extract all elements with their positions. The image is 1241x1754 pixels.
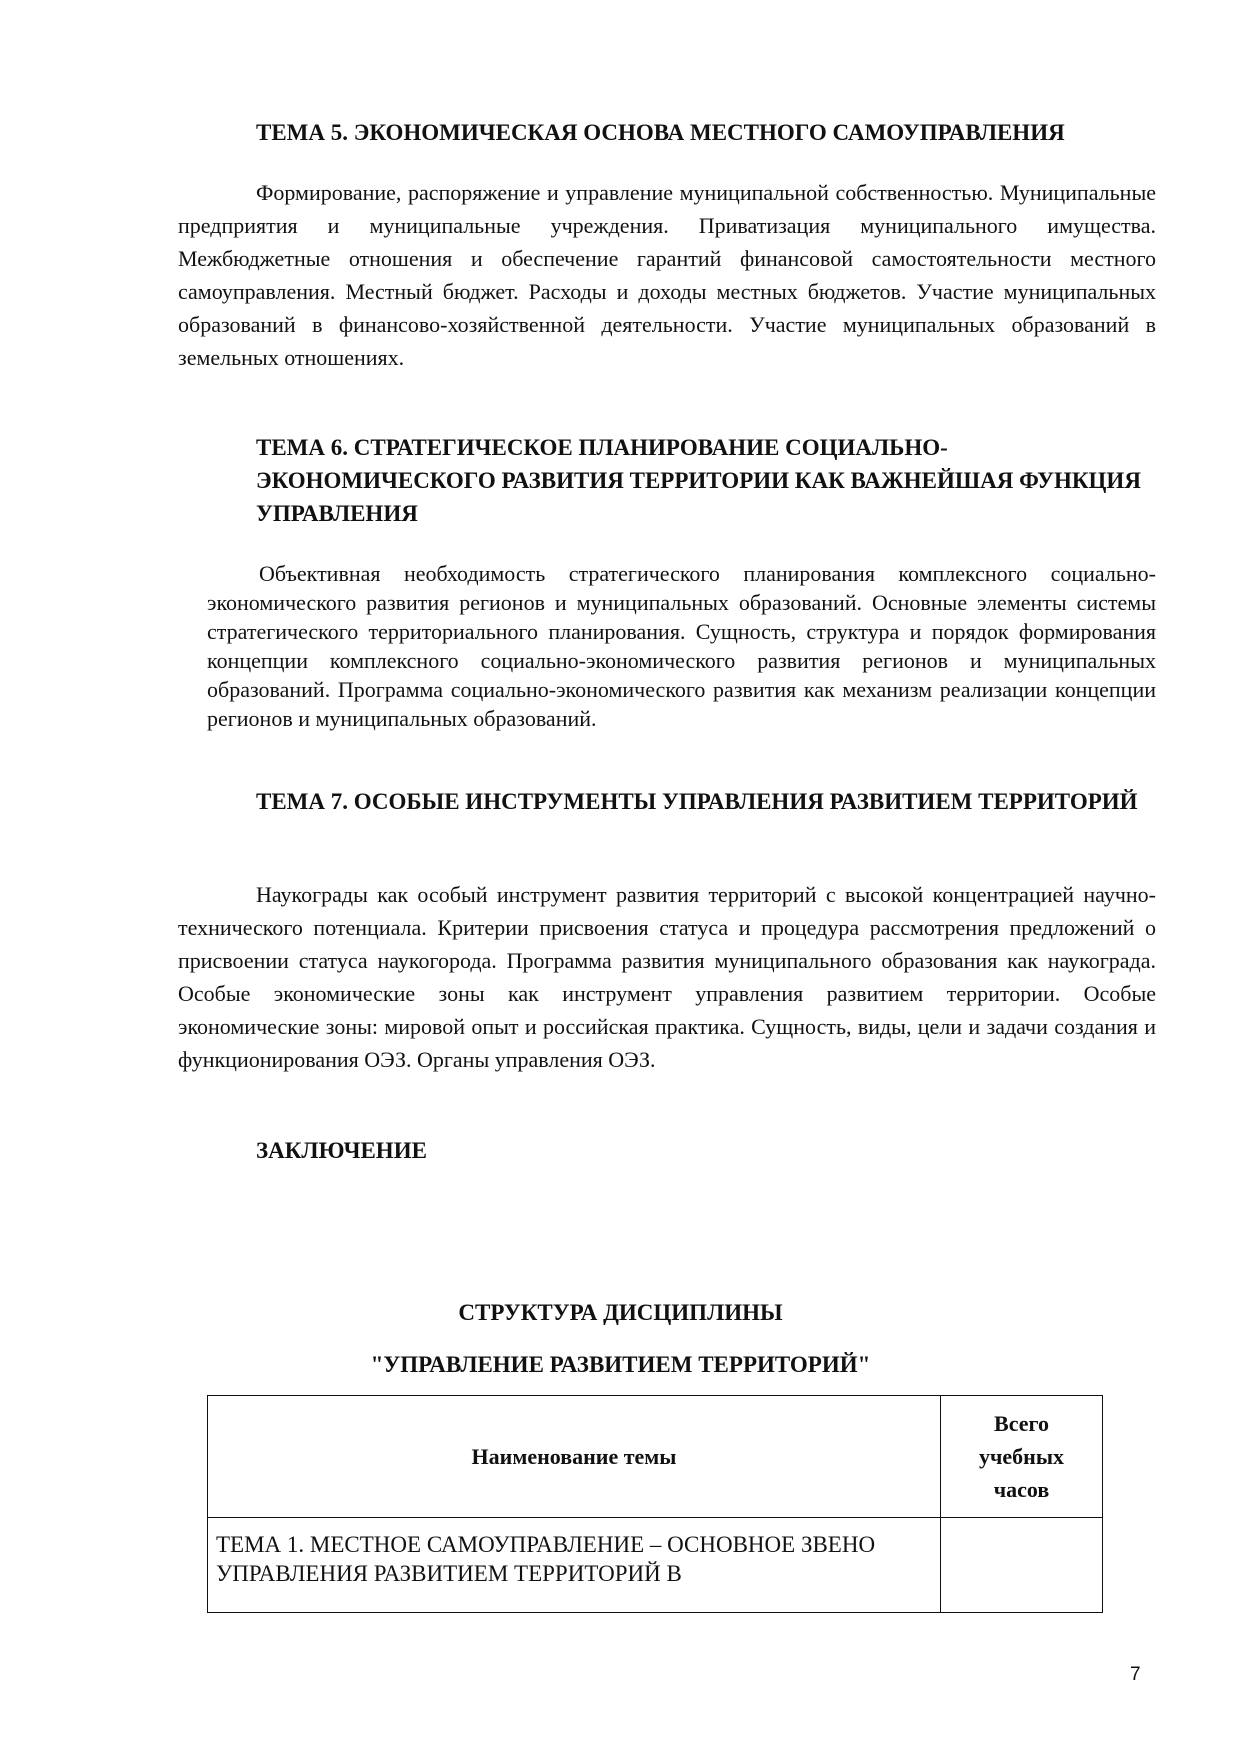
structure-table	[207, 1395, 1103, 1613]
page-number: 7	[1130, 1664, 1141, 1685]
section-5-heading: ТЕМА 5. ЭКОНОМИЧЕСКАЯ ОСНОВА МЕСТНОГО САМОУПРАВЛЕНИЯ	[256, 120, 1065, 145]
conclusion-heading: ЗАКЛЮЧЕНИЕ	[256, 1138, 427, 1163]
table-row	[208, 1518, 1103, 1613]
section-7-body-text: Наукограды как особый инструмент развития территорий с высокой концентрацией научно-технического потенциала. Критерии присвоения статуса и процедура рассмотрения предложений о присвоении статуса наукогорода. Программа развития муниципального образования как наукограда. Особые экономические зоны как инструмент управления развитием территории. Особые экономические зоны: мировой опыт и российская практика. Сущность, виды, цели и задачи создания и функционирования ОЭЗ. Органы управления ОЭЗ.	[178, 882, 1156, 1072]
section-5-body-text: Формирование, распоряжение и управление муниципальной собственностью. Муниципальные предприятия и муниципальные учреждения. Приватизация муниципального имущества. Межбюджетные отношения и обеспечение гарантий финансовой самостоятельности местного самоуправления. Местный бюджет. Расходы и доходы местных бюджетов. Участие муниципальных образований в финансово-хозяйственной деятельности. Участие муниципальных образований в земельных отношениях.	[178, 180, 1156, 370]
structure-subtitle: "УПРАВЛЕНИЕ РАЗВИТИЕМ ТЕРРИТОРИЙ"	[370, 1352, 871, 1377]
table-cell-topic: ТЕМА 1. МЕСТНОЕ САМОУПРАВЛЕНИЕ – ОСНОВНОЕ ЗВЕНО УПРАВЛЕНИЯ РАЗВИТИЕМ ТЕРРИТОРИЙ В	[208, 1518, 941, 1613]
table-header-row	[208, 1396, 1103, 1518]
header-topic-name: Наименование темы	[208, 1396, 941, 1518]
header-total-hours: Всего учебных часов	[941, 1396, 1103, 1518]
section-7-body	[178, 878, 1156, 1076]
section-6-body-text: Объективная необходимость стратегического планирования комплексного социально-экономического развития регионов и муниципальных образований. Основные элементы системы стратегического территориального планирования. Сущность, структура и порядок формирования концепции комплексного социально-экономического развития регионов и муниципальных образований. Программа социально-экономического развития как механизм реализации концепции регионов и муниципальных образований.	[207, 561, 1156, 731]
table-cell-hours	[941, 1518, 1103, 1613]
section-5-body	[178, 176, 1156, 374]
section-6-heading: ТЕМА 6. СТРАТЕГИЧЕСКОЕ ПЛАНИРОВАНИЕ СОЦИАЛЬНО-ЭКОНОМИЧЕСКОГО РАЗВИТИЯ ТЕРРИТОРИИ КАК ВАЖНЕЙШАЯ ФУНКЦИЯ УПРАВЛЕНИЯ	[256, 435, 1141, 526]
structure-title: СТРУКТУРА ДИСЦИПЛИНЫ	[458, 1300, 783, 1325]
section-7-heading-text: ТЕМА 7. ОСОБЫЕ ИНСТРУМЕНТЫ УПРАВЛЕНИЯ РАЗВИТИЕМ ТЕРРИТОРИЙ	[256, 789, 1138, 814]
section-7-heading	[178, 785, 1156, 818]
section-6-body	[207, 559, 1156, 733]
